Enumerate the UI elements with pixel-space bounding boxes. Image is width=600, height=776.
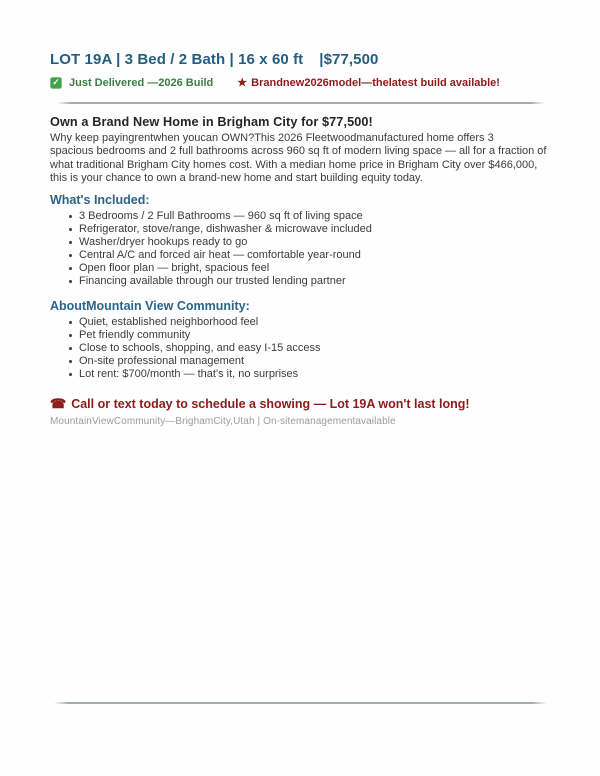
bottom-divider xyxy=(54,702,547,704)
intro-paragraph xyxy=(50,132,556,186)
star-icon: ★ xyxy=(237,77,248,89)
checkmark-icon: ✓ xyxy=(50,77,62,89)
community-item: Quiet, established neighborhood feel xyxy=(68,316,556,329)
included-item: Washer/dryer hookups ready to go xyxy=(68,236,556,249)
community-list xyxy=(50,316,556,381)
included-item: Open floor plan — bright, spacious feel xyxy=(68,262,556,275)
cta-line xyxy=(50,396,556,412)
cta-text: Call or text today to schedule a showing — Lot 19A won't last long! xyxy=(71,396,470,411)
paragraph-line: Why keep payingrentwhen youcan OWN?This 2026 Fleetwoodmanufactured home offers 3 xyxy=(50,132,494,144)
main-heading: Own a Brand New Home in Brigham City for $77,500! xyxy=(50,115,373,129)
paragraph-line: spacious bedrooms and 2 full bathrooms across 960 sq ft of modern living space — all for a fraction of xyxy=(50,145,547,158)
included-item: 3 Bedrooms / 2 Full Bathrooms — 960 sq ft of living space xyxy=(68,210,556,223)
community-item: Close to schools, shopping, and easy I-15 access xyxy=(68,342,556,355)
whats-included-list xyxy=(50,210,556,288)
footer-line: MountainViewCommunity—BrighamCity,Utah | On-sitemanagementavailable xyxy=(50,415,396,427)
just-delivered-badge: Just Delivered —2026 Build xyxy=(69,76,214,89)
community-item: On-site professional management xyxy=(68,355,556,368)
whats-included-heading: What's Included: xyxy=(50,192,150,207)
included-item: Financing available through our trusted lending partner xyxy=(68,275,556,288)
phone-icon: ☎ xyxy=(50,395,67,411)
brand-new-badge: Brandnew2026model—thelatest build available! xyxy=(251,76,500,89)
community-item: Lot rent: $700/month — that's it, no surprises xyxy=(68,368,556,381)
included-item: Central A/C and forced air heat — comfortable year-round xyxy=(68,249,556,262)
community-item: Pet friendly community xyxy=(68,329,556,342)
community-heading: AboutMountain View Community: xyxy=(50,298,250,313)
paragraph-line: what traditional Brigham City homes cost. With a median home price in Brigham City over $466,000, xyxy=(50,158,538,171)
badge-row xyxy=(50,76,556,89)
listing-title xyxy=(50,51,556,68)
listing-title-specs: LOT 19A | 3 Bed / 2 Bath | 16 x 60 ft xyxy=(50,51,304,68)
paragraph-line: this is your chance to own a brand-new home and start building equity today. xyxy=(50,172,423,185)
top-divider xyxy=(57,102,545,104)
included-item: Refrigerator, stove/range, dishwasher & microwave included xyxy=(68,223,556,236)
listing-price: |$77,500 xyxy=(319,51,379,68)
